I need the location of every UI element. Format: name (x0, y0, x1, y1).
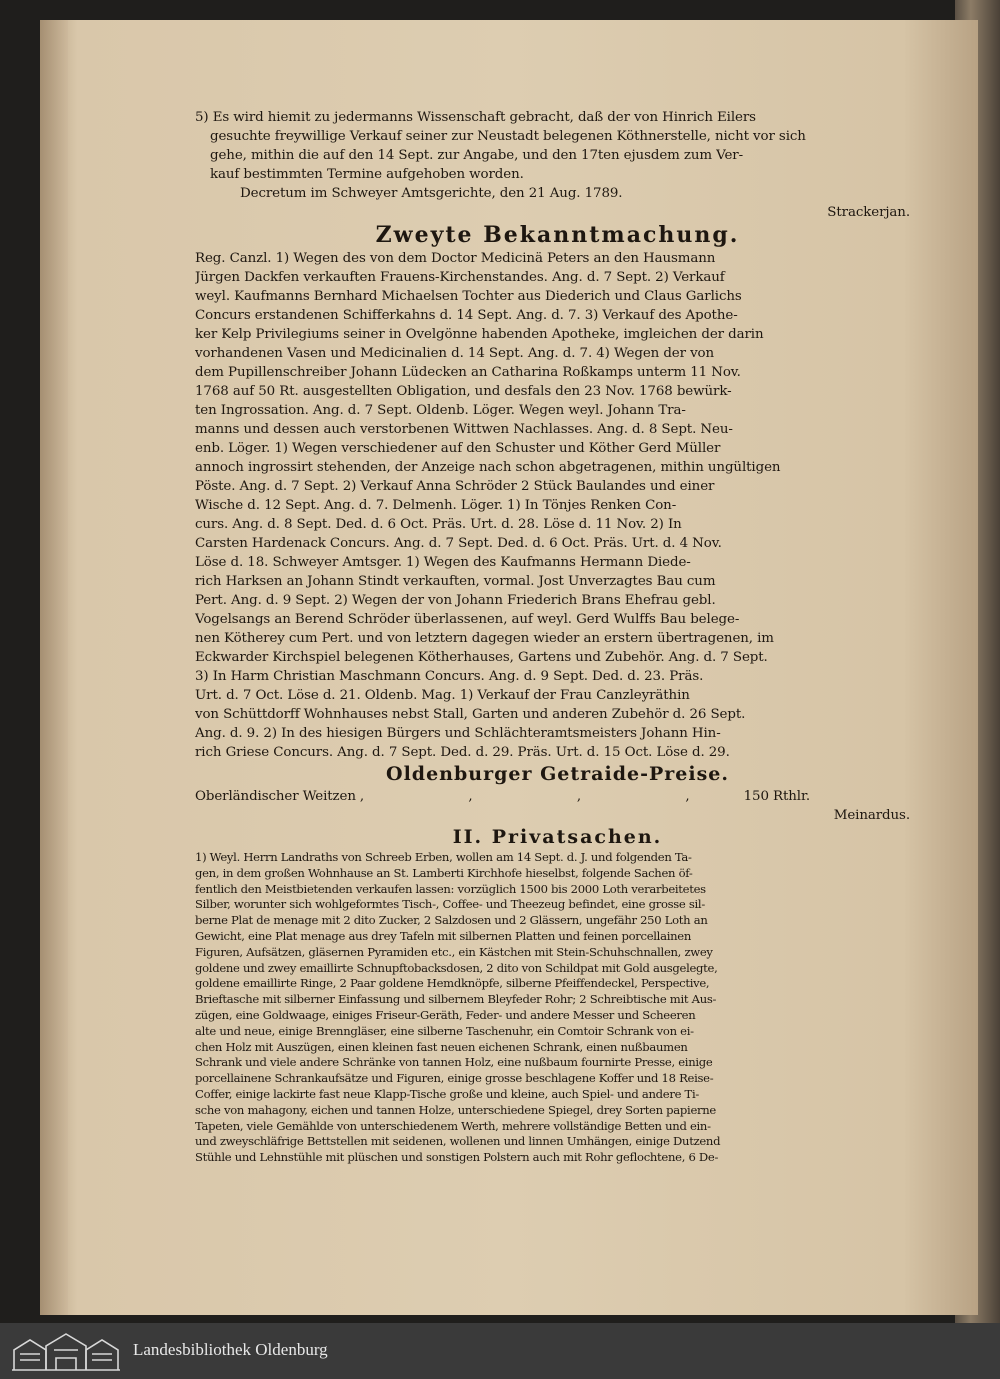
body-line: Pert. Ang. d. 9 Sept. 2) Wegen der von Johann Friederich Brans Ehefrau gebl. (195, 593, 716, 608)
price-item: Oberländischer Weitzen (195, 789, 356, 804)
body-line: manns und dessen auch verstorbenen Wittwen Nachlasses. Ang. d. 8 Sept. Neu- (195, 422, 733, 437)
body-line: von Schüttdorff Wohnhauses nebst Stall, Garten und anderen Zubehör d. 26 Sept. (195, 707, 746, 722)
body-line: Tapeten, viele Gemählde von unterschiedenem Werth, mehrere vollständige Betten und ein- (195, 1118, 711, 1133)
decree-line: Decretum im Schweyer Amtsgerichte, den 21 Aug. 1789. (240, 186, 623, 201)
second-announcement-body (195, 249, 920, 762)
body-line: rich Harksen an Johann Stindt verkauften, vormal. Jost Unverzagtes Bau cum (195, 574, 716, 589)
body-line: Silber, worunter sich wohlgeformtes Tisch-, Coffee- und Theezeug befindet, eine grosse sil- (195, 897, 705, 912)
body-line: annoch ingrossirt stehenden, der Anzeige nach schon abgetragenen, mithin ungültigen (195, 460, 781, 475)
body-line: Reg. Canzl. 1) Wegen des von dem Doctor Medicinä Peters an den Hausmann (195, 251, 716, 266)
body-line: goldene und zwey emaillirte Schnupftobacksdosen, 2 dito von Schildpat mit Gold ausgelegte, (195, 960, 718, 975)
body-line: Concurs erstandenen Schifferkahns d. 14 Sept. Ang. d. 7. 3) Verkauf des Apothe- (195, 308, 738, 323)
heading-grain-prices: Oldenburger Getraide-Preise. (386, 763, 729, 785)
page-edge (40, 20, 68, 1315)
notice-5 (195, 108, 920, 184)
decree-signature: Strackerjan. (827, 205, 910, 220)
document-page (40, 20, 978, 1315)
body-line: Wische d. 12 Sept. Ang. d. 7. Delmenh. Löger. 1) In Tönjes Renken Con- (195, 498, 677, 513)
body-line: Pöste. Ang. d. 7 Sept. 2) Verkauf Anna Schröder 2 Stück Baulandes und einer (195, 479, 715, 494)
body-line: zügen, eine Goldwaage, einiges Friseur-Geräth, Feder- und andere Messer und Scheeren (195, 1007, 696, 1022)
body-line: und zweyschläfrige Bettstellen mit seidenen, wollenen und linnen Umhängen, einige Dutzend (195, 1134, 721, 1149)
heading-private-matters: II. Privatsachen. (452, 826, 663, 848)
body-line: Jürgen Dackfen verkauften Frauens-Kirchenstandes. Ang. d. 7 Sept. 2) Verkauf (195, 270, 725, 285)
body-line: Gewicht, eine Plat menage aus drey Tafeln mit silbernen Platten und feinen porcellainen (195, 928, 692, 943)
body-line: enb. Löger. 1) Wegen verschiedener auf den Schuster und Köther Gerd Müller (195, 441, 721, 456)
price-value: 150 Rthlr. (743, 789, 810, 804)
body-line: chen Holz mit Auszügen, einen kleinen fast neuen eichenen Schrank, einen nußbaumen (195, 1039, 688, 1054)
body-line: Eckwarder Kirchspiel belegenen Kötherhauses, Gartens und Zubehör. Ang. d. 7 Sept. (195, 650, 768, 665)
body-line: sche von mahagony, eichen und tannen Holze, unterschiedene Spiegel, drey Sorten papierne (195, 1102, 716, 1117)
library-building-icon (10, 1330, 122, 1372)
body-line: Löse d. 18. Schweyer Amtsger. 1) Wegen des Kaufmanns Hermann Diede- (195, 555, 691, 570)
body-line: Coffer, einige lackirte fast neue Klapp-Tische große und kleine, auch Spiel- und andere Ti- (195, 1086, 699, 1101)
notice-line: 5) Es wird hiemit zu jedermanns Wissenschaft gebracht, daß der von Hinrich Eilers (195, 110, 756, 125)
body-line: goldene emaillirte Ringe, 2 Paar goldene Hemdknöpfe, silberne Pfeiffendeckel, Perspective, (195, 976, 710, 991)
body-line: berne Plat de menage mit 2 dito Zucker, 2 Salzdosen und 2 Glässern, ungefähr 250 Loth an (195, 913, 708, 928)
body-line: vorhandenen Vasen und Medicinalien d. 14 Sept. Ang. d. 7. 4) Wegen der von (195, 346, 715, 361)
viewer-footer (0, 1323, 1000, 1379)
private-matters-body (195, 850, 920, 1166)
heading-second-announcement: Zweyte Bekanntmachung. (375, 222, 740, 248)
body-line: ker Kelp Privilegiums seiner in Ovelgönne habenden Apotheke, imgleichen der darin (195, 327, 764, 342)
body-line: dem Pupillenschreiber Johann Lüdecken an Catharina Roßkamps unterm 11 Nov. (195, 365, 741, 380)
body-line: Ang. d. 9. 2) In des hiesigen Bürgers und Schlächteramtsmeisters Johann Hin- (195, 726, 721, 741)
notice-line: gehe, mithin die auf den 14 Sept. zur Angabe, und den 17ten ejusdem zum Ver- (210, 148, 744, 163)
body-line: Carsten Hardenack Concurs. Ang. d. 7 Sept. Ded. d. 6 Oct. Präs. Urt. d. 4 Nov. (195, 536, 722, 551)
library-name[interactable]: Landesbibliothek Oldenburg (133, 1340, 328, 1359)
notice-line: kauf bestimmten Termine aufgehoben worden. (210, 167, 524, 182)
body-line: gen, in dem großen Wohnhause an St. Lamberti Kirchhofe hieselbst, folgende Sachen öf- (195, 865, 693, 880)
body-line: Stühle und Lehnstühle mit plüschen und sonstigen Polstern auch mit Rohr geflochtene, 6 De- (195, 1150, 719, 1165)
price-signature: Meinardus. (833, 808, 910, 823)
body-line: rich Griese Concurs. Ang. d. 7 Sept. Ded. d. 29. Präs. Urt. d. 15 Oct. Löse d. 29. (195, 745, 730, 760)
price-dots: , , , , (359, 789, 740, 804)
body-line: curs. Ang. d. 8 Sept. Ded. d. 6 Oct. Präs. Urt. d. 28. Löse d. 11 Nov. 2) In (195, 517, 682, 532)
body-line: porcellainene Schrankaufsätze und Figuren, einige grosse beschlagene Koffer und 18 Reise- (195, 1071, 714, 1086)
notice-line: gesuchte freywillige Verkauf seiner zur Neustadt belegenen Köthnerstelle, nicht vor sich (210, 129, 806, 144)
price-row (195, 787, 920, 806)
body-line: 1) Weyl. Herrn Landraths von Schreeb Erben, wollen am 14 Sept. d. J. und folgenden Ta- (195, 850, 692, 864)
page-text (195, 20, 920, 1166)
body-line: Brieftasche mit silberner Einfassung und silbernem Bleyfeder Rohr; 2 Schreibtische mit Aus- (195, 992, 717, 1007)
body-line: Vogelsangs an Berend Schröder überlassenen, auf weyl. Gerd Wulffs Bau belege- (195, 612, 740, 627)
body-line: 3) In Harm Christian Maschmann Concurs. Ang. d. 9 Sept. Ded. d. 23. Präs. (195, 669, 704, 684)
body-line: fentlich den Meistbietenden verkaufen lassen: vorzüglich 1500 bis 2000 Loth verarbeitetes (195, 881, 706, 896)
body-line: Urt. d. 7 Oct. Löse d. 21. Oldenb. Mag. 1) Verkauf der Frau Canzleyräthin (195, 688, 690, 703)
body-line: 1768 auf 50 Rt. ausgestellten Obligation, und desfals den 23 Nov. 1768 bewürk- (195, 384, 732, 399)
body-line: weyl. Kaufmanns Bernhard Michaelsen Tochter aus Diederich und Claus Garlichs (195, 289, 742, 304)
body-line: alte und neue, einige Brenngläser, eine silberne Taschenuhr, ein Comtoir Schrank von ei- (195, 1023, 694, 1038)
body-line: nen Kötherey cum Pert. und von letztern dagegen wieder an erstern übertragenen, im (195, 631, 774, 646)
body-line: ten Ingrossation. Ang. d. 7 Sept. Oldenb. Löger. Wegen weyl. Johann Tra- (195, 403, 686, 418)
body-line: Figuren, Aufsätzen, gläsernen Pyramiden etc., ein Kästchen mit Stein-Schuhschnallen, zwey (195, 944, 713, 959)
body-line: Schrank und viele andere Schränke von tannen Holz, eine nußbaum fournirte Presse, einige (195, 1055, 713, 1070)
